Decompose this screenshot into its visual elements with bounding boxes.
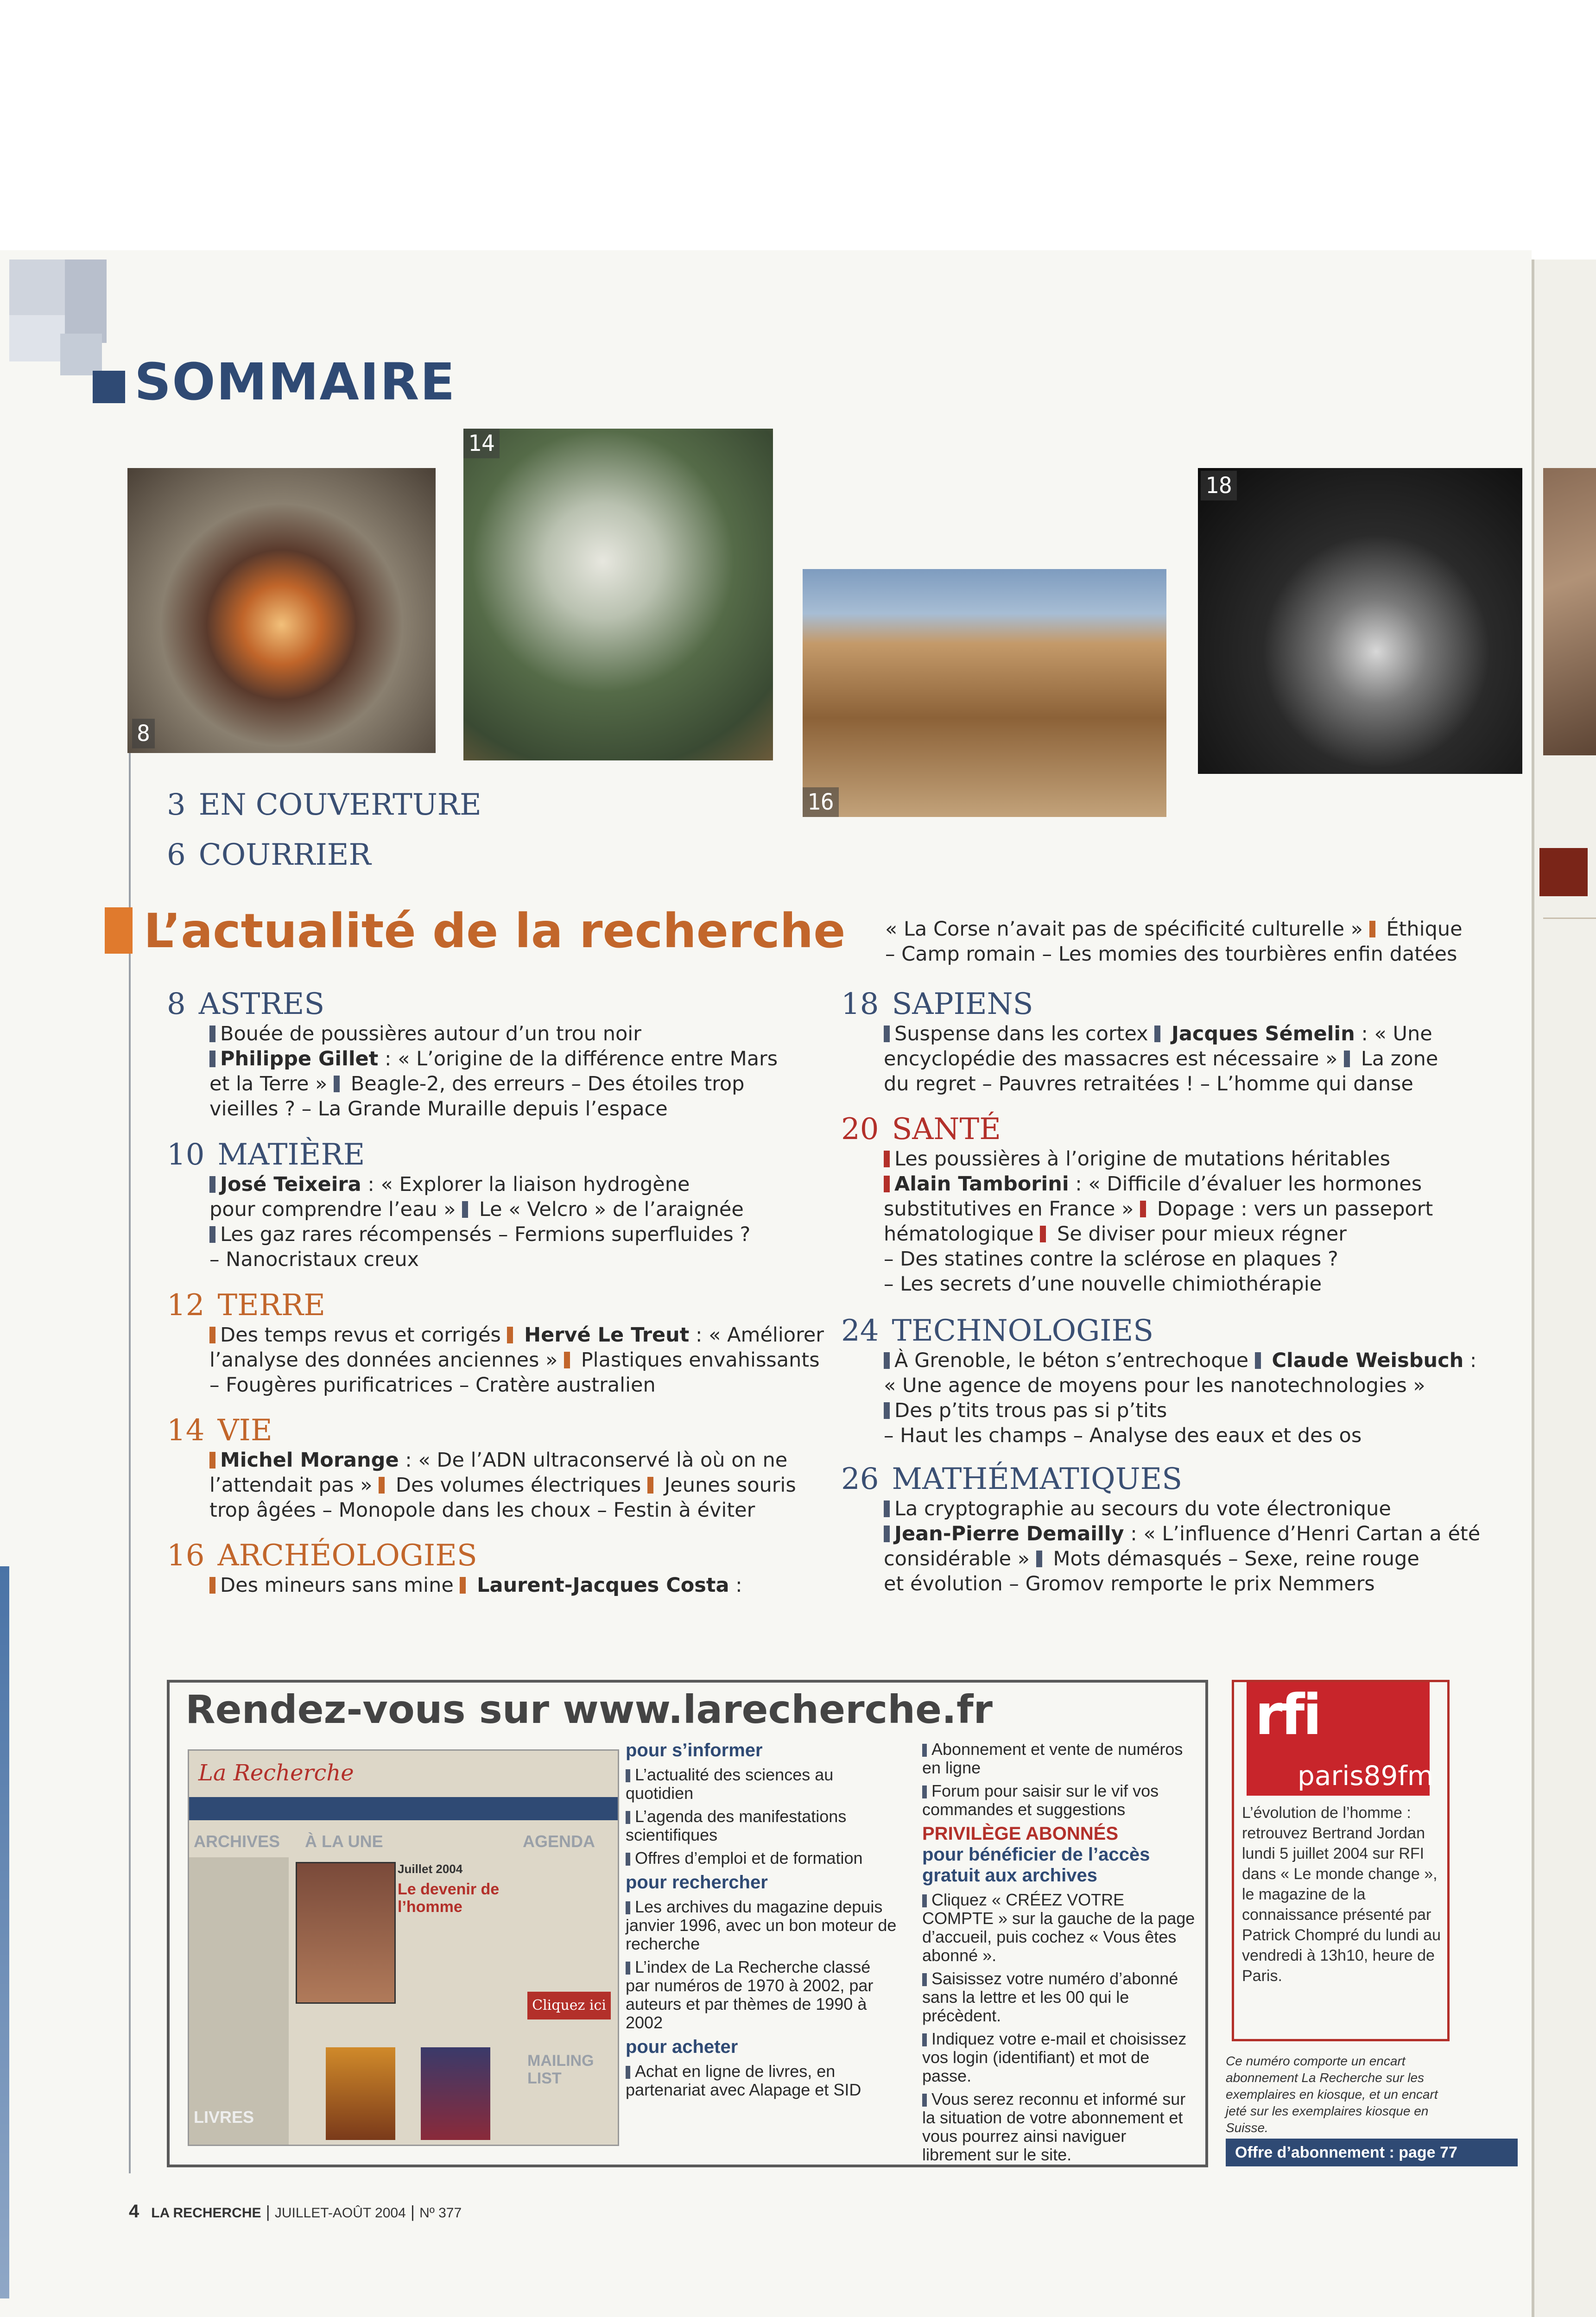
bullet-marker-icon (884, 1151, 890, 1167)
site-tab-livres: LIVRES (194, 2108, 254, 2127)
bullet-marker-icon (1344, 1051, 1350, 1067)
toc-section-body (209, 1021, 778, 1121)
bullet-marker-icon (922, 2094, 927, 2107)
web-col-heading: pour s’informer (626, 1740, 763, 1760)
bullet-marker-icon (922, 1744, 927, 1757)
site-mailing-list: MAILING LIST (527, 2052, 594, 2087)
bullet-marker-icon (564, 1352, 570, 1368)
web-col-item: Cliquez « CRÉEZ VOTRE COMPTE » sur la gauche de la page d’accueil, puis cochez « Vous êtes abonné ». (922, 1890, 1195, 1965)
toc-line: – Haut les champs – Analyse des eaux et des os (884, 1424, 1362, 1447)
adjacent-page-photo (1543, 468, 1596, 755)
toc-line: La cryptographie au secours du vote électronique (884, 1496, 1480, 1521)
rfi-ad-text: L’évolution de l’homme : retrouvez Bertrand Jordan lundi 5 juillet 2004 sur RFI dans « Le monde change », le magazine de la connaissance présenté par Patrick Chompré du lundi au vendredi à 13h10, heure de Paris. (1242, 1804, 1441, 1985)
toc-line: substitutives en France » Dopage : vers un passeport (884, 1197, 1433, 1221)
toc-page-number: 20 (841, 1112, 879, 1146)
page-footer: 4 LA RECHERCHE | JUILLET-AOÛT 2004 | Nº 377 (129, 2201, 462, 2222)
toc-line: – Fougères purificatrices – Cratère australien (209, 1374, 656, 1397)
toc-section-vie[interactable] (167, 1413, 796, 1523)
site-logo: La Recherche (198, 1760, 354, 1786)
rfi-logo-text: rfi (1255, 1683, 1320, 1747)
bullet-marker-icon (626, 1769, 630, 1782)
web-col-heading: pour bénéficier de l’accès gratuit aux archives (922, 1844, 1150, 1886)
site-tab-une: À LA UNE (305, 1832, 383, 1851)
site-sidebar (189, 1857, 289, 2145)
web-col-item: Saisissez votre numéro d’abonné sans la lettre et les 00 qui le précèdent. (922, 1969, 1178, 2025)
bullet-marker-icon (460, 1577, 466, 1594)
photo-page-number: 16 (803, 787, 839, 817)
bullet-marker-icon (647, 1477, 653, 1494)
toc-page-number: 18 (841, 987, 879, 1021)
web-col-item: Forum pour saisir sur le vif vos commandes et suggestions (922, 1781, 1159, 1819)
left-edge-strip (0, 1566, 9, 2298)
toc-section-heading (167, 1288, 824, 1323)
toc-section-heading (167, 1538, 742, 1573)
bullet-marker-icon (209, 1452, 215, 1469)
footer-issue: Nº 377 (419, 2205, 462, 2221)
bullet-marker-icon (209, 1327, 215, 1343)
toc-section-archeologies[interactable] (167, 1538, 742, 1598)
bullet-marker-icon (922, 2033, 927, 2046)
toc-line: Philippe Gillet : « L’origine de la différence entre Mars (209, 1046, 778, 1071)
toc-section-body (209, 1172, 750, 1272)
bullet-marker-icon (626, 1901, 630, 1914)
section-heading-actualite: L’actualité de la recherche (144, 904, 846, 959)
toc-section-body (209, 1573, 742, 1598)
toc-line: Michel Morange : « De l’ADN ultraconservé là où on ne (209, 1448, 796, 1473)
web-col-item: Offres d’emploi et de formation (626, 1849, 899, 1868)
toc-line: Des mineurs sans mine Laurent-Jacques Costa : (209, 1573, 742, 1598)
toc-line: À Grenoble, le béton s’entrechoque Claude Weisbuch : (884, 1348, 1476, 1373)
bullet-marker-icon (884, 1176, 890, 1192)
site-nav-bar (189, 1797, 618, 1820)
toc-section-matiere[interactable] (167, 1138, 750, 1272)
subscription-offer-bar[interactable]: Offre d’abonnement : page 77 (1226, 2139, 1518, 2166)
toc-section-heading (167, 1138, 750, 1172)
toc-section-terre[interactable] (167, 1288, 824, 1398)
toc-line: Les poussières à l’origine de mutations héritables (884, 1146, 1433, 1171)
toc-section-body (884, 1496, 1480, 1596)
deco-block (65, 260, 107, 343)
toc-line: et la Terre » Beagle-2, des erreurs – Des étoiles trop (209, 1072, 745, 1095)
toc-section-heading (841, 1112, 1433, 1146)
toc-section-heading (841, 987, 1438, 1021)
site-book-cover (326, 2047, 395, 2140)
bullet-marker-icon (884, 1526, 890, 1542)
toc-line: Alain Tamborini : « Difficile d’évaluer les hormones (884, 1171, 1433, 1196)
web-col-item: Abonnement et vente de numéros en ligne (922, 1740, 1183, 1777)
toc-section-title: ASTRES (198, 987, 325, 1021)
toc-item-couverture[interactable] (167, 788, 481, 822)
toc-section-sapiens[interactable] (841, 987, 1438, 1096)
bullet-marker-icon (1255, 1352, 1261, 1369)
toc-section-heading (167, 1413, 796, 1448)
bullet-marker-icon (1369, 921, 1375, 937)
toc-page-number: 26 (841, 1462, 879, 1496)
website-promo-title[interactable]: Rendez-vous sur www.larecherche.fr (185, 1687, 993, 1732)
toc-page-number: 24 (841, 1314, 879, 1348)
footer-page-number: 4 (129, 2201, 139, 2222)
toc-section-body (884, 1021, 1438, 1096)
bullet-marker-icon (209, 1577, 215, 1594)
photo-sapiens (1198, 468, 1522, 774)
toc-line: Jean-Pierre Demailly : « L’influence d’Henri Cartan a été (884, 1521, 1480, 1546)
web-col-heading: pour rechercher (626, 1872, 768, 1893)
site-click-here-button: Cliquez ici (527, 1992, 611, 2019)
website-screenshot (188, 1749, 619, 2146)
toc-page-number: 14 (167, 1413, 205, 1448)
toc-line: vieilles ? – La Grande Muraille depuis l’espace (209, 1097, 668, 1121)
photo-page-number: 14 (463, 429, 500, 458)
photo-vie (463, 429, 773, 760)
toc-line: Bouée de poussières autour d’un trou noir (209, 1021, 778, 1046)
rfi-logo-station: paris89fm (1298, 1760, 1434, 1792)
toc-page-number: 12 (167, 1288, 205, 1323)
bullet-marker-icon (1040, 1226, 1046, 1242)
toc-line: – Les secrets d’une nouvelle chimiothérapie (884, 1272, 1322, 1296)
toc-line: Suspense dans les cortex Jacques Sémelin : « Une (884, 1021, 1438, 1046)
toc-section-title: SAPIENS (892, 987, 1033, 1021)
toc-line: Des temps revus et corrigés Hervé Le Treut : « Améliorer (209, 1323, 824, 1348)
bullet-marker-icon (209, 1176, 215, 1193)
bullet-marker-icon (626, 1962, 630, 1975)
toc-page-number: 16 (167, 1538, 205, 1573)
web-col-highlight: PRIVILÈGE ABONNÉS (922, 1823, 1119, 1844)
footer-magazine: LA RECHERCHE (151, 2205, 261, 2221)
page-title: SOMMAIRE (134, 352, 456, 411)
toc-section-title: VIE (217, 1413, 272, 1448)
toc-section-technologies[interactable] (841, 1314, 1476, 1448)
web-col-item: Les archives du magazine depuis janvier 1996, avec un bon moteur de recherche (626, 1897, 897, 1953)
website-info-column-1 (626, 1740, 899, 2104)
toc-section-heading (841, 1462, 1480, 1496)
toc-line: encyclopédie des massacres est nécessaire » La zone (884, 1047, 1438, 1070)
toc-line: Des p’tits trous pas si p’tits (884, 1398, 1476, 1423)
toc-section-title: SANTÉ (892, 1112, 1001, 1146)
web-col-item: L’actualité des sciences au quotidien (626, 1765, 834, 1803)
toc-line: l’analyse des données anciennes » Plastiques envahissants (209, 1348, 820, 1372)
web-col-item: Achat en ligne de livres, en partenariat avec Alapage et SID (626, 2062, 861, 2099)
bullet-marker-icon (884, 1352, 890, 1369)
toc-page-number: 6 (167, 838, 186, 872)
web-col-item: Vous serez reconnu et informé sur la situation de votre abonnement et vous pourrez ainsi naviguer librement sur le site. (922, 2089, 1186, 2164)
adjacent-page-rule (1543, 918, 1596, 919)
toc-section-astres[interactable] (167, 987, 778, 1121)
bullet-marker-icon (922, 1973, 927, 1986)
toc-section-title: TERRE (217, 1288, 325, 1323)
toc-section-title: MATHÉMATIQUES (892, 1462, 1183, 1496)
toc-line: – Nanocristaux creux (209, 1248, 419, 1271)
toc-line: Les gaz rares récompensés – Fermions superfluides ? (209, 1222, 750, 1247)
toc-line: « La Corse n’avait pas de spécificité culturelle » Éthique (885, 918, 1463, 941)
toc-section-sante[interactable] (841, 1112, 1433, 1297)
bullet-marker-icon (626, 1853, 630, 1866)
toc-section-body (209, 1448, 796, 1523)
bullet-marker-icon (884, 1500, 890, 1517)
photo-astres (127, 468, 436, 753)
toc-item-courrier[interactable] (167, 838, 371, 872)
toc-line: pour comprendre l’eau » Le « Velcro » de l’araignée (209, 1198, 744, 1221)
toc-line: hématologique Se diviser pour mieux régner (884, 1222, 1347, 1246)
toc-item-label: EN COUVERTURE (198, 788, 481, 822)
bullet-marker-icon (922, 1785, 927, 1798)
web-col-item: Indiquez votre e-mail et choisissez vos login (identifiant) et mot de passe. (922, 2029, 1187, 2085)
toc-line: du regret – Pauvres retraitées ! – L’homme qui danse (884, 1072, 1413, 1095)
toc-line: et évolution – Gromov remporte le prix Nemmers (884, 1572, 1375, 1595)
bullet-marker-icon (209, 1226, 215, 1243)
web-col-item: L’index de La Recherche classé par numéros de 1970 à 2002, par auteurs et par thèmes de 1990 à 2002 (626, 1957, 874, 2032)
web-col-heading: pour acheter (626, 2037, 738, 2057)
bullet-marker-icon (626, 2066, 630, 2079)
footer-date: JUILLET-AOÛT 2004 (274, 2205, 406, 2221)
archeologies-continued (885, 917, 1463, 967)
photo-page-number: 8 (132, 719, 155, 748)
toc-section-body (884, 1146, 1433, 1297)
website-info-column-2 (922, 1740, 1196, 2169)
photo-archeologie (803, 569, 1166, 817)
insert-note: Ce numéro comporte un encart abonnement La Recherche sur les exemplaires en kiosque, et un encart jeté sur les exemplaires kiosque en Suisse. (1226, 2054, 1438, 2135)
toc-section-title: ARCHÉOLOGIES (217, 1538, 477, 1573)
bullet-marker-icon (884, 1026, 890, 1042)
toc-page-number: 3 (167, 788, 186, 822)
bullet-marker-icon (626, 1811, 630, 1824)
actu-marker (105, 907, 133, 954)
site-cover-image (296, 1862, 396, 2004)
photo-page-number: 18 (1201, 471, 1237, 500)
site-issue: Juillet 2004 (398, 1862, 463, 1876)
deco-block (60, 334, 102, 375)
site-headline: Le devenir de l’homme (398, 1880, 500, 1916)
toc-line: considérable » Mots démasqués – Sexe, reine rouge (884, 1547, 1419, 1570)
toc-section-mathematiques[interactable] (841, 1462, 1480, 1596)
deco-block (9, 315, 65, 361)
web-col-item: L’agenda des manifestations scientifiques (626, 1807, 847, 1844)
toc-section-title: TECHNOLOGIES (892, 1314, 1154, 1348)
toc-item-label: COURRIER (198, 838, 371, 872)
toc-page-number: 8 (167, 987, 186, 1021)
toc-section-body (209, 1323, 824, 1398)
toc-line: trop âgées – Monopole dans les choux – Festin à éviter (209, 1499, 755, 1522)
bullet-marker-icon (1036, 1551, 1042, 1567)
toc-page-number: 10 (167, 1138, 205, 1172)
bullet-marker-icon (462, 1201, 468, 1218)
toc-section-heading (841, 1314, 1476, 1348)
toc-section-title: MATIÈRE (217, 1138, 365, 1172)
bullet-marker-icon (209, 1026, 215, 1042)
bullet-marker-icon (922, 1894, 927, 1907)
bullet-marker-icon (334, 1076, 340, 1092)
bullet-marker-icon (884, 1402, 890, 1419)
toc-line: José Teixeira : « Explorer la liaison hydrogène (209, 1172, 750, 1197)
toc-section-body (884, 1348, 1476, 1448)
adjacent-page-square (1539, 848, 1588, 896)
bullet-marker-icon (209, 1051, 215, 1067)
site-tab-agenda: AGENDA (523, 1832, 595, 1851)
bullet-marker-icon (1140, 1201, 1146, 1217)
toc-section-heading (167, 987, 778, 1021)
bullet-marker-icon (507, 1327, 513, 1343)
title-marker (93, 371, 125, 403)
site-book-cover (421, 2047, 490, 2140)
toc-line: l’attendait pas » Des volumes électriques Jeunes souris (209, 1474, 796, 1497)
bullet-marker-icon (1154, 1026, 1160, 1042)
site-tab-archives: ARCHIVES (194, 1832, 280, 1851)
toc-line: – Des statines contre la sclérose en plaques ? (884, 1247, 1338, 1271)
bullet-marker-icon (379, 1477, 385, 1494)
rfi-logo (1247, 1682, 1434, 1796)
toc-line: « Une agence de moyens pour les nanotechnologies » (884, 1374, 1425, 1397)
toc-line: – Camp romain – Les momies des tourbières enfin datées (885, 943, 1457, 966)
